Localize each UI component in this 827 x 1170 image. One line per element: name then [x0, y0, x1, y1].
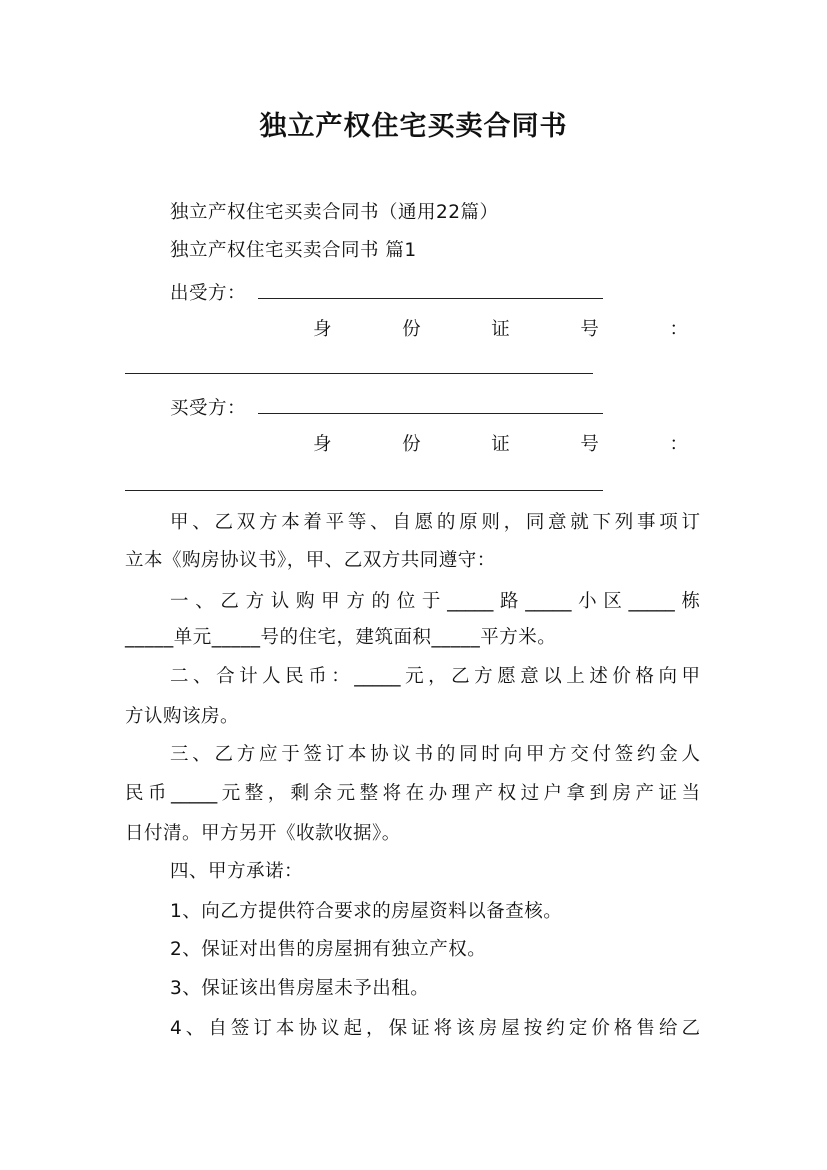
- id-char: 号: [580, 434, 599, 455]
- item3-line-3: 日付清。甲方另开《收款收据》。: [125, 823, 401, 844]
- intro-line-2: 立本《购房协议书》，甲、乙双方共同遵守：: [125, 550, 496, 571]
- id-char: 份: [402, 319, 421, 340]
- seller-label: 出受方：: [170, 283, 247, 304]
- document-title: 独立产权住宅买卖合同书: [259, 111, 568, 142]
- id-char: ：: [669, 434, 688, 455]
- promise-4: 4、自签订本协议起，保证将该房屋按约定价格售给乙: [170, 1018, 700, 1039]
- seller-name-blank: [258, 298, 603, 299]
- id-char: 身: [313, 434, 332, 455]
- promise-1: 1、向乙方提供符合要求的房屋资料以备查核。: [170, 901, 563, 922]
- buyer-id-blank: [125, 490, 603, 491]
- id-char: 证: [491, 434, 510, 455]
- intro-line-1: 甲、乙双方本着平等、自愿的原则，同意就下列事项订: [170, 512, 700, 533]
- item2-line-2: 方认购该房。: [125, 706, 240, 727]
- seller-id-blank: [125, 373, 593, 374]
- id-char: ：: [669, 319, 688, 340]
- buyer-id-label: [313, 433, 688, 457]
- section-heading: 独立产权住宅买卖合同书 篇1: [170, 240, 417, 261]
- id-char: 号: [580, 319, 599, 340]
- buyer-label: 买受方：: [170, 398, 247, 419]
- item3-line-2: 民币_____元整，剩余元整将在办理产权过户拿到房产证当: [125, 783, 700, 804]
- item1-line-1: 一、乙方认购甲方的位于_____路_____小区_____栋: [170, 591, 700, 612]
- id-char: 身: [313, 319, 332, 340]
- item1-line-2: _____单元_____号的住宅，建筑面积_____平方米。: [125, 627, 557, 648]
- id-char: 证: [491, 319, 510, 340]
- promise-2: 2、保证对出售的房屋拥有独立产权。: [170, 939, 487, 960]
- seller-id-label: [313, 318, 688, 342]
- buyer-name-blank: [258, 413, 603, 414]
- promise-3: 3、保证该出售房屋未予出租。: [170, 978, 430, 999]
- item4-heading: 四、甲方承诺：: [170, 861, 304, 882]
- item3-line-1: 三、乙方应于签订本协议书的同时向甲方交付签约金人: [170, 744, 700, 765]
- document-subtitle: 独立产权住宅买卖合同书（通用22篇）: [170, 202, 499, 223]
- item2-line-1: 二、合计人民币：_____元，乙方愿意以上述价格向甲: [170, 666, 700, 687]
- id-char: 份: [402, 434, 421, 455]
